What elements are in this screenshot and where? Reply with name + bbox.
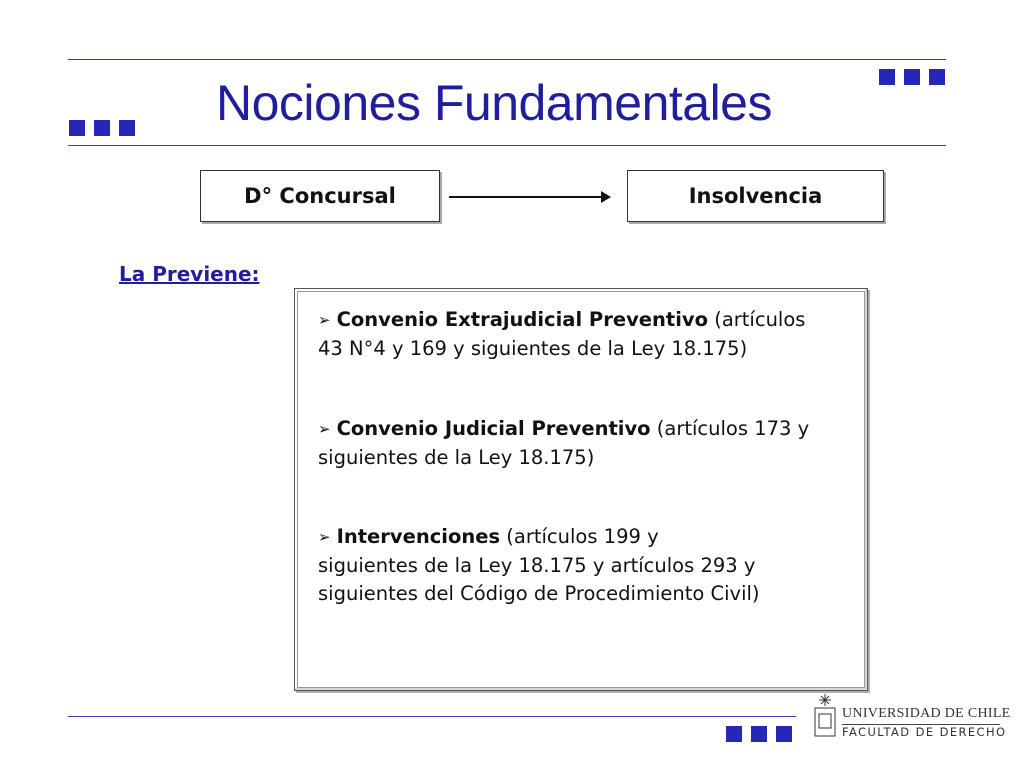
list-item: ➢ Intervenciones (artículos 199 y siguientes de la Ley 18.175 y artículos 293 y siguientes del Código de Procedimiento Civil): [318, 525, 760, 605]
arrow-icon: [601, 191, 611, 203]
arrow-shaft: [449, 196, 603, 198]
slide-title: Nociones Fundamentales: [216, 75, 772, 131]
section-heading: La Previene:: [119, 262, 260, 286]
logo-line-1: UNIVERSIDAD DE CHILE: [842, 706, 1011, 721]
university-seal-icon: [812, 692, 838, 740]
logo-line-2: FACULTAD DE DERECHO: [842, 725, 1007, 739]
item-title: Intervenciones: [336, 525, 501, 548]
insolvencia-box: [627, 170, 884, 222]
arrow-bullet-icon: ➢: [318, 311, 331, 329]
top-rule: [68, 59, 946, 60]
concursal-label: D° Concursal: [244, 184, 396, 208]
item-title: Convenio Judicial Preventivo: [336, 417, 651, 440]
arrow-bullet-icon: ➢: [318, 420, 331, 438]
concursal-box: [200, 170, 440, 222]
list-item: ➢ Convenio Judicial Preventivo (artículos 173 y siguientes de la Ley 18.175): [318, 417, 810, 469]
item-title: Convenio Extrajudicial Preventivo: [336, 308, 709, 331]
title-underline: [68, 145, 946, 146]
university-logo: [812, 692, 1012, 744]
list-item: ➢ Convenio Extrajudicial Preventivo (artículos 43 N°4 y 169 y siguientes de la Ley 18.175): [318, 308, 806, 360]
insolvencia-label: Insolvencia: [688, 184, 823, 208]
arrow-bullet-icon: ➢: [318, 528, 331, 546]
bottom-rule: [68, 716, 796, 717]
